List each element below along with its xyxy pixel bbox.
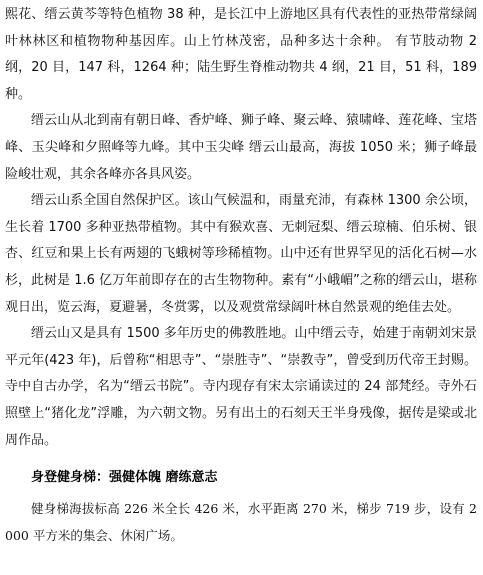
paragraph-nature-reserve: 缙云山系全国自然保护区。该山气候温和，雨量充沛，有森林 1300 余公顷，生长着 1700 多种亚热带植物。其中有猴欢喜、无刺冠梨、缙云琼楠、伯乐树、银杏、红豆和果上长有两翅的飞蛾树等珍稀植物。山中还有世界罕见的活化石树—水杉，此树是 1.6 亿万年前即存在的古生物物种。素有“小峨嵋”之称的缙云山，堪称观日出，览云海，夏避暑，冬赏雾，以及观赏常绿阔叶林自然景观的绝佳去处。 [5,193,477,315]
section-heading: 身登健身梯：强健体魄 磨练意志 [31,470,218,486]
document-body [5,2,477,549]
paragraph-flora-fauna: 熙花、缙云黄芩等特色植物 38 种，是长江中上游地区具有代表性的亚热带常绿阔叶林林区和植物物种基因库。山上竹林茂密，品种多达十余种。 有节肢动物 2 纲，20 目，147 科，1264 种；陆生野生脊椎动物共 4 纲，21 目，51 科，189 种。 [5,7,477,102]
paragraph-buddhist-site: 缙云山又是具有 1500 多年历史的佛教胜地。山中缙云寺，始建于南朝刘宋景平元年(423 年)，后曾称“相思寺”、“崇胜寺”、“崇教寺”，曾受到历代帝王封赐。寺中自古办学，名为“缙云书院”。寺内现存有宋太宗诵读过的 24 部梵经。寺外石照壁上“猪化龙”浮雕，为六朝文物。另有出土的石刻天王半身残像，据传是梁或北周作品。 [5,326,477,448]
paragraph-nine-peaks: 缙云山从北到南有朝日峰、香炉峰、狮子峰、聚云峰、猿啸峰、莲花峰、宝塔峰、玉尖峰和夕照峰等九峰。其中玉尖峰 缙云山最高，海拔 1050 米；狮子峰最险峻壮观，其余各峰亦各具风姿。 [5,113,477,182]
paragraph-fitness-stairs: 健身梯海拔标高 226 米全长 426 米，水平距离 270 米，梯步 719 步，设有 2000 平方米的集会、休闲广场。 [5,501,477,544]
